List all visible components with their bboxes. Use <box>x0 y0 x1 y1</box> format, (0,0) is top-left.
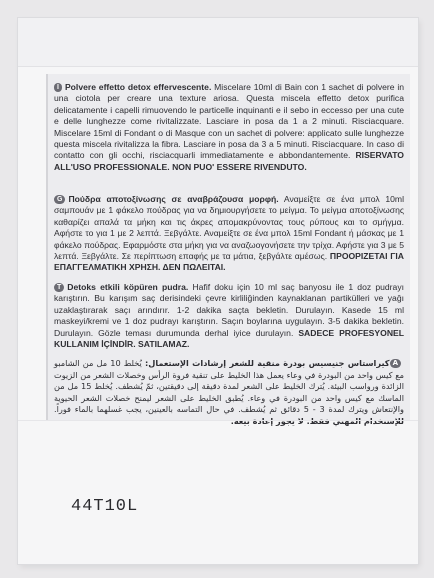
instructions-italian <box>54 82 404 192</box>
panel-divider <box>18 420 418 421</box>
language-tag-tr: T <box>54 283 64 292</box>
instructions-arabic <box>54 358 404 422</box>
warning-tr: SADECE PROFESYONEL KULLANIM İÇİNDİR. SATILAMAZ. <box>54 327 405 350</box>
heading-tr: Detoks etkili köpüren pudra. <box>67 282 189 292</box>
instructions-turkish <box>54 282 404 356</box>
heading-ar: كيراستاس جنيسيس بودرة منقية للشعر إرشادات الإستعمال: <box>144 358 390 368</box>
language-tag-gr: G <box>54 195 65 204</box>
language-tag-it: I <box>54 83 62 92</box>
body-it: Miscelare 10ml di Bain con 1 sachet di polvere in una ciotola per creare una texture ariosa. Questa miscela effetto detox purifica delicatamente i capelli rimuovendo le particelle inquinanti e il sebo in eccesso per una cute e delle lunghezze come rivitalizzate. Lasciare in posa da 1 a 2 minuti. Risciacquare. Miscelare 15ml di Fondant o di Masque con un sachet di polvere: applicato sulle lunghezze questa miscela rivitalizza la fibra. Lasciare in posa da 3 a 5 minuti. Risciacquare. In caso di contatto con gli occhi, risciacquarli immediatamente e abbondantemente. <box>54 82 405 161</box>
heading-gr: Πούδρα αποτοξίνωσης σε αναβράζουσα μορφή. <box>68 194 279 204</box>
warning-it: RISERVATO ALL'USO PROFESSIONALE. NON PUO' ESSERE RIVENDUTO. <box>54 150 404 172</box>
heading-it: Polvere effetto detox effervescente. <box>64 82 212 92</box>
instructions-greek <box>54 194 404 280</box>
package-top-band <box>18 18 418 67</box>
body-tr: Hafif doku için 10 ml saç banyosu ile 1 doz pudrayı karıştırın. Bu karışım saç derisindeki çevre kirliliğinden kaynaklanan partikülleri ve yağı uzaklaştırarak saçı arındırır. 1-2 dakika saçta bekletin. Durulayın. Kasede 15 ml maskeyi/kremi ve 1 doz pudrayı karıştırın. Saçın boylarına uygulayın. 3-5 dakika bekletin. Durulayın. Gözle teması durumunda derhal iyice durulayın. <box>54 282 405 338</box>
body-gr: Αναμείξτε σε ένα μπολ 10ml σαμπουάν με 1 φάκελο πούδρας για να δημιουργήσετε το μείγμα. Το μείγμα αποτοξίνωσης καθαρίζει απαλά τα μήκη και τις άκρες απομακρύνοντας τους ρύπους και το σμήγμα. Αφήστε το για 1 με 2 λεπτά. Ξεβγάλτε. Αναμείξτε σε ένα μπολ 15ml Fondant ή μάσκας με 1 φάκελο πούδρας. Εφαρμόστε στα μήκη για να αναζωογονήσετε την τρίχα. Αφήστε για 3 με 5 λεπτά. Ξεβγάλτε. Σε περίπτωση επαφής με τα μάτια, ξεβγάλτε αμέσως. <box>54 194 404 262</box>
warning-gr: ΠΡΟΟΡΙΖΕΤΑΙ ΓΙΑ ΕΠΑΓΓΕΛΜΑΤΙΚΗ ΧΡΗΣΗ. ΔΕΝ ΠΩΛΕΙΤΑΙ. <box>54 251 404 273</box>
language-tag-ar: A <box>390 359 401 368</box>
body-ar: يُخلط 10 مل من الشامبو مع كيس واحد من البودرة في وعاء يعمل هذا الخليط على تنقية فروة الرأس وخصلات الشعر من الزيوت الزائدة ورواسب البيئة. يُترك الخليط على الشعر لمدة دقيقة إلى دقيقتين، ثمّ يُشطف. يُخلط 15 مل من الماسك مع كيس واحد من البودرة في وعاء. يُطبق الخليط على الشعر ليمنح خصلات الشعر الحيوية والإنتعاش ويترك لمدة 3 - 5 دقائق ثم يُشطف. في حال التماسه بالعينين، يجب غسلهما بالماء فوراً. <box>54 358 404 415</box>
batch-code: 44T10L <box>71 497 139 516</box>
